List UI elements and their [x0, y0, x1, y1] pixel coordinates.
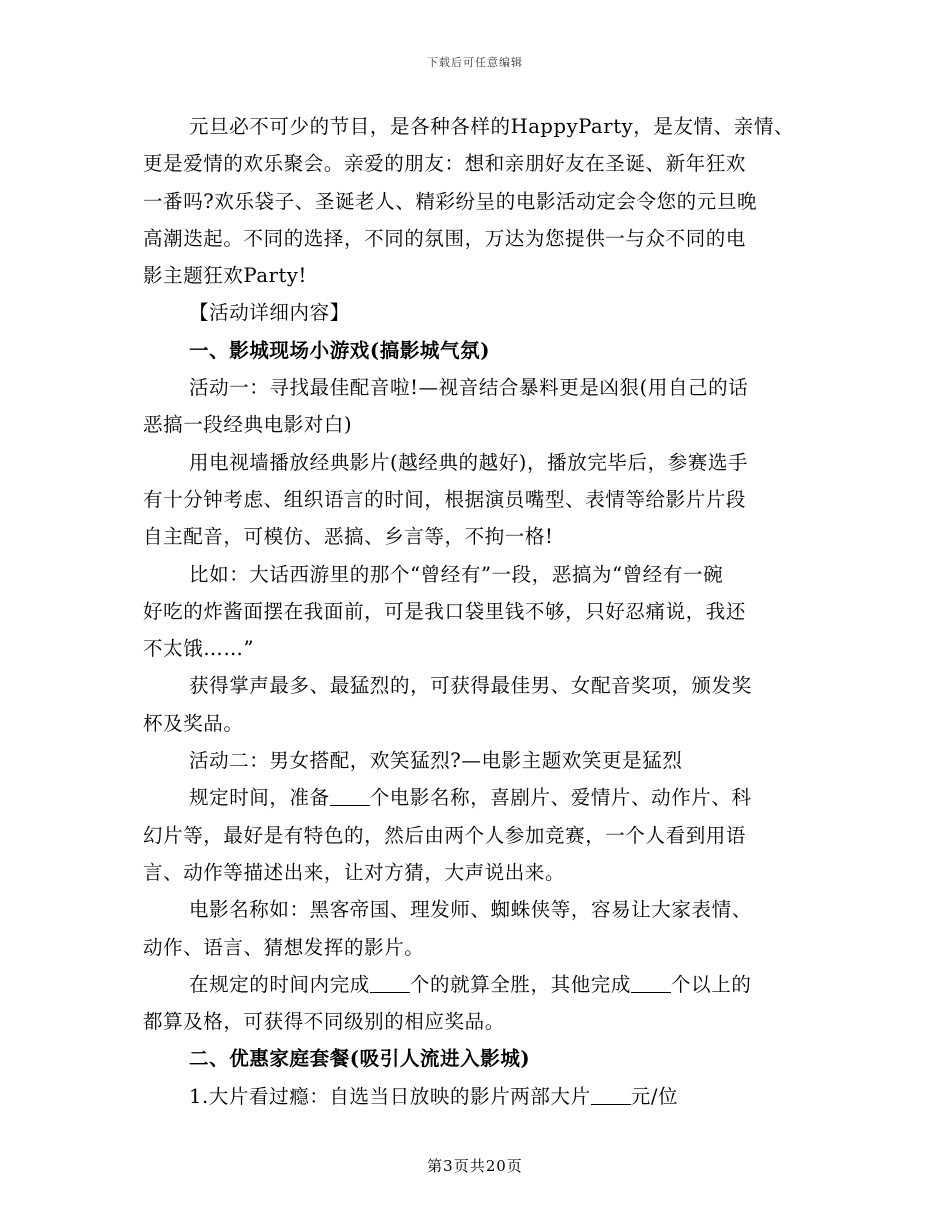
text-segment: 规定时间，准备 — [189, 786, 330, 810]
text-segment: 元/位 — [630, 1084, 679, 1108]
paragraph-line: 自主配音，可模仿、恶搞、乡言等，不拘一格! — [143, 525, 554, 549]
paragraph-line: 杯及奖品。 — [143, 711, 244, 735]
paragraph-line: 获得掌声最多、最猛烈的，可获得最佳男、女配音奖项，颁发奖 — [189, 674, 752, 698]
section-heading: 二、优惠家庭套餐(吸引人流进入影城) — [189, 1047, 531, 1071]
paragraph-line: 高潮迭起。不同的选择，不同的氛围，万达为您提供一与众不同的电 — [143, 226, 747, 250]
text-segment: 个电影名称，喜剧片、爱情片、动作片、科 — [369, 786, 752, 810]
paragraph-line: 动作、语言、猜想发挥的影片。 — [143, 935, 425, 959]
paragraph-line: 电影名称如：黑客帝国、理发师、蜘蛛侠等，容易让大家表情、 — [189, 898, 752, 922]
paragraph-line: 用电视墙播放经典影片(越经典的越好)，播放完毕后，参赛选手 — [189, 450, 749, 474]
paragraph-line — [143, 1078, 823, 1115]
fill-blank — [330, 785, 370, 806]
text-segment: 个的就算全胜，其他完成 — [409, 972, 632, 996]
paragraph-line: 都算及格，可获得不同级别的相应奖品。 — [143, 1010, 505, 1034]
paragraph-line: 好吃的炸酱面摆在我面前，可是我口袋里钱不够，只好忍痛说，我还 — [143, 599, 747, 623]
paragraph-line: 一番吗?欢乐袋子、圣诞老人、精彩纷呈的电影活动定会令您的元旦晚 — [143, 189, 758, 213]
paragraph-line: 比如：大话西游里的那个“曾经有”一段，恶搞为“曾经有一碗 — [189, 562, 724, 586]
paragraph-line: 活动一：寻找最佳配音啦!—视音结合暴料更是凶狠(用自己的话 — [189, 376, 749, 400]
paragraph-line: 更是爱情的欢乐聚会。亲爱的朋友：想和亲朋好友在圣诞、新年狂欢 — [143, 152, 747, 176]
paragraph-line: 有十分钟考虑、组织语言的时间，根据演员嘴型、表情等给影片片段 — [143, 487, 747, 511]
paragraph-line: 活动二：男女搭配，欢笑猛烈?—电影主题欢笑更是猛烈 — [189, 749, 683, 773]
document-body — [143, 108, 823, 1115]
section-label: 【活动详细内容】 — [189, 301, 350, 325]
paragraph-line — [143, 779, 823, 816]
paragraph-line: 幻片等，最好是有特色的，然后由两个人参加竞赛，一个人看到用语 — [143, 823, 747, 847]
text-segment: 在规定的时间内完成 — [189, 972, 370, 996]
paragraph-line: 不太饿……” — [143, 637, 255, 661]
paragraph-line: 恶搞一段经典电影对白) — [143, 413, 353, 437]
text-segment: 个以上的 — [671, 972, 752, 996]
paragraph-line — [143, 966, 823, 1003]
page-header: 下载后可任意编辑 — [427, 56, 523, 69]
fill-blank — [631, 972, 671, 993]
page-number: 第3页共20页 — [427, 1157, 523, 1175]
fill-blank — [591, 1084, 631, 1105]
paragraph-line: 言、动作等描述出来，让对方猜，大声说出来。 — [143, 860, 566, 884]
section-heading: 一、影城现场小游戏(搞影城气氛) — [189, 338, 491, 362]
paragraph-line: 元旦必不可少的节目，是各种各样的HappyParty，是友情、亲情、 — [189, 115, 795, 138]
text-segment: 1.大片看过瘾：自选当日放映的影片两部大片 — [189, 1084, 591, 1108]
paragraph-line: 影主题狂欢Party! — [143, 264, 307, 288]
fill-blank — [370, 972, 410, 993]
